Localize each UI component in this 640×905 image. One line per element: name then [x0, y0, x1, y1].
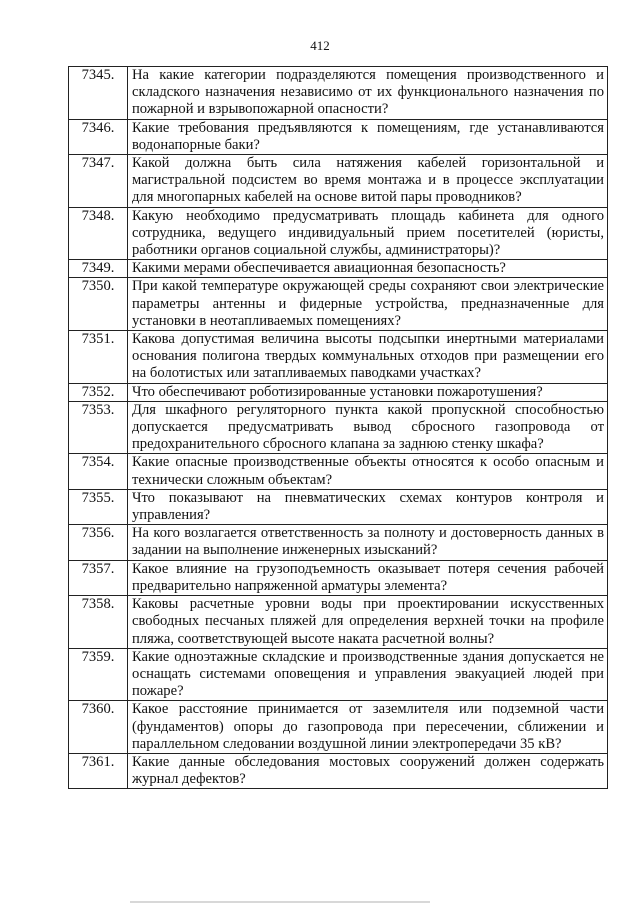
question-text: Какими мерами обеспечивается авиационная безопасность?: [128, 260, 608, 278]
question-number: 7358.: [69, 596, 128, 649]
table-row: [69, 525, 608, 560]
question-text: Какие одноэтажные складские и производственные здания допускается не оснащать системами оповещения и управления эвакуацией людей при пожаре?: [128, 648, 608, 701]
table-row: [69, 383, 608, 401]
question-number: 7345.: [69, 67, 128, 120]
question-number: 7351.: [69, 331, 128, 384]
table-row: [69, 67, 608, 120]
question-text: Для шкафного регуляторного пункта какой пропускной способностью допускается предусматривать вывод сбросного газопровода от предохранительного сбросного клапана за заднюю стенку шкафа?: [128, 401, 608, 454]
question-number: 7355.: [69, 489, 128, 524]
question-number: 7361.: [69, 753, 128, 788]
table-row: [69, 401, 608, 454]
question-text: При какой температуре окружающей среды сохраняют свои электрические параметры антенны и фидерные устройства, предназначенные для установки в неотапливаемых помещениях?: [128, 278, 608, 331]
table-row: [69, 155, 608, 208]
table-row: [69, 454, 608, 489]
table-row: [69, 560, 608, 595]
table-row: [69, 207, 608, 260]
question-text: Какие данные обследования мостовых сооружений должен содержать журнал дефектов?: [128, 753, 608, 788]
questions-table: [68, 66, 608, 789]
page-number: 412: [310, 38, 330, 53]
question-number: 7360.: [69, 701, 128, 754]
table-row: [69, 648, 608, 701]
table-row: [69, 701, 608, 754]
question-number: 7346.: [69, 119, 128, 154]
question-text: Какую необходимо предусматривать площадь кабинета для одного сотрудника, ведущего индивидуальный прием посетителей (юристы, работники органов социальной службы, администраторы)?: [128, 207, 608, 260]
question-text: На кого возлагается ответственность за полноту и достоверность данных в задании на выполнение инженерных изысканий?: [128, 525, 608, 560]
table-row: [69, 753, 608, 788]
question-number: 7349.: [69, 260, 128, 278]
question-number: 7357.: [69, 560, 128, 595]
question-number: 7350.: [69, 278, 128, 331]
table-row: [69, 260, 608, 278]
question-number: 7356.: [69, 525, 128, 560]
question-text: Какие требования предъявляются к помещениям, где устанавливаются водонапорные баки?: [128, 119, 608, 154]
question-number: 7354.: [69, 454, 128, 489]
question-number: 7352.: [69, 383, 128, 401]
question-number: 7359.: [69, 648, 128, 701]
table-row: [69, 119, 608, 154]
question-text: Каковы расчетные уровни воды при проектировании искусственных свободных песчаных пляжей для определения верхней точки на профиле пляжа, соответствующей высоте наката расчетной волны?: [128, 596, 608, 649]
question-text: Какой должна быть сила натяжения кабелей горизонтальной и магистральной подсистем во время монтажа и в процессе эксплуатации для многопарных кабелей на основе витой пары проводников?: [128, 155, 608, 208]
question-text: Какие опасные производственные объекты относятся к особо опасным и технически сложным объектам?: [128, 454, 608, 489]
table-row: [69, 596, 608, 649]
question-text: Что обеспечивают роботизированные установки пожаротушения?: [128, 383, 608, 401]
question-number: 7347.: [69, 155, 128, 208]
table-row: [69, 278, 608, 331]
question-number: 7348.: [69, 207, 128, 260]
question-number: 7353.: [69, 401, 128, 454]
question-text: Какое расстояние принимается от заземлителя или подземной части (фундаментов) опоры до газопровода при пересечении, сближении и параллельном следовании воздушной линии электропередачи 35 кВ?: [128, 701, 608, 754]
scan-edge-line: [130, 901, 430, 903]
question-text: Какова допустимая величина высоты подсыпки инертными материалами основания полигона твердых коммунальных отходов при размещении его на болотистых или затапливаемых паводками участках?: [128, 331, 608, 384]
table-row: [69, 489, 608, 524]
table-row: [69, 331, 608, 384]
question-text: Что показывают на пневматических схемах контуров контроля и управления?: [128, 489, 608, 524]
question-text: Какое влияние на грузоподъемность оказывает потеря сечения рабочей предварительно напряженной арматуры элемента?: [128, 560, 608, 595]
question-text: На какие категории подразделяются помещения производственного и складского назначения независимо от их функционального назначения по пожарной и взрывопожарной опасности?: [128, 67, 608, 120]
